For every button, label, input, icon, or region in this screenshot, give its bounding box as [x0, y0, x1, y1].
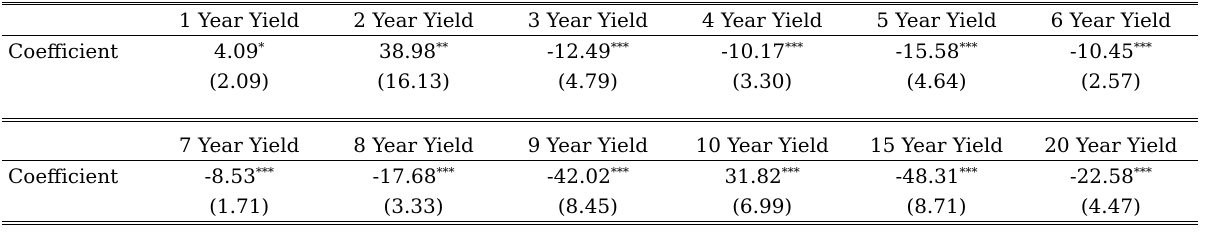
panel-1-std-error-row: [2, 66, 1198, 96]
column-header: 4 Year Yield: [675, 4, 849, 36]
header-corner-cell: [2, 120, 152, 161]
column-header: 9 Year Yield: [501, 120, 675, 161]
significance-stars: **: [436, 40, 449, 54]
panel-1-coefficient-row: [2, 36, 1198, 67]
column-header: 8 Year Yield: [326, 120, 500, 161]
column-header: 2 Year Yield: [326, 4, 500, 36]
std-error-cell: (2.57): [1080, 69, 1141, 93]
std-error-cell: (6.99): [675, 191, 849, 223]
column-header: 3 Year Yield: [501, 4, 675, 36]
panel-2-std-error-row: [2, 191, 1198, 223]
column-header: 5 Year Yield: [849, 4, 1023, 36]
significance-stars: ***: [959, 40, 978, 54]
coefficient-cell: -42.02***: [546, 164, 629, 188]
row-label: Coefficient: [8, 39, 119, 63]
std-error-cell: (4.47): [1024, 191, 1198, 223]
significance-stars: ***: [959, 165, 978, 179]
regression-table: [2, 2, 1198, 225]
significance-stars: ***: [1133, 165, 1152, 179]
std-error-cell: (3.33): [326, 191, 500, 223]
std-error-cell: (1.71): [152, 191, 326, 223]
coefficient-cell: -17.68***: [372, 164, 455, 188]
std-error-cell: (8.71): [849, 191, 1023, 223]
panel-1: [2, 4, 1198, 121]
row-label: Coefficient: [8, 164, 119, 188]
significance-stars: ***: [610, 40, 629, 54]
coefficient-cell: 31.82***: [724, 164, 800, 188]
panel-1-spacer-row: [2, 96, 1198, 120]
panel-1-header-row: [2, 4, 1198, 36]
significance-stars: *: [258, 40, 265, 54]
significance-stars: ***: [436, 165, 455, 179]
coefficient-cell: 38.98**: [378, 39, 449, 63]
panel-2-coefficient-row: [2, 161, 1198, 192]
significance-stars: ***: [1133, 40, 1152, 54]
coefficient-cell: -48.31***: [895, 164, 978, 188]
column-header: 10 Year Yield: [675, 120, 849, 161]
coefficient-cell: -12.49***: [546, 39, 629, 63]
header-corner-cell: [2, 4, 152, 36]
significance-stars: ***: [610, 165, 629, 179]
significance-stars: ***: [781, 165, 800, 179]
significance-stars: ***: [785, 40, 804, 54]
std-error-cell: (16.13): [377, 69, 450, 93]
coefficient-cell: -8.53***: [204, 164, 274, 188]
coefficient-cell: -10.45***: [1069, 39, 1152, 63]
row-label-empty: [2, 191, 152, 223]
column-header: 15 Year Yield: [849, 120, 1023, 161]
coefficient-cell: 4.09*: [213, 39, 265, 63]
std-error-cell: (4.79): [557, 69, 618, 93]
coefficient-cell: -22.58***: [1069, 164, 1152, 188]
panel-2: [2, 120, 1198, 223]
column-header: 6 Year Yield: [1024, 4, 1198, 36]
regression-table-container: [2, 2, 1198, 225]
coefficient-cell: -15.58***: [895, 39, 978, 63]
coefficient-cell: -10.17***: [721, 39, 804, 63]
row-label-empty: [2, 66, 152, 96]
significance-stars: ***: [255, 165, 274, 179]
column-header: 7 Year Yield: [152, 120, 326, 161]
column-header: 20 Year Yield: [1024, 120, 1198, 161]
std-error-cell: (4.64): [906, 69, 967, 93]
column-header: 1 Year Yield: [152, 4, 326, 36]
std-error-cell: (8.45): [501, 191, 675, 223]
std-error-cell: (3.30): [732, 69, 793, 93]
std-error-cell: (2.09): [209, 69, 270, 93]
panel-2-header-row: [2, 120, 1198, 161]
